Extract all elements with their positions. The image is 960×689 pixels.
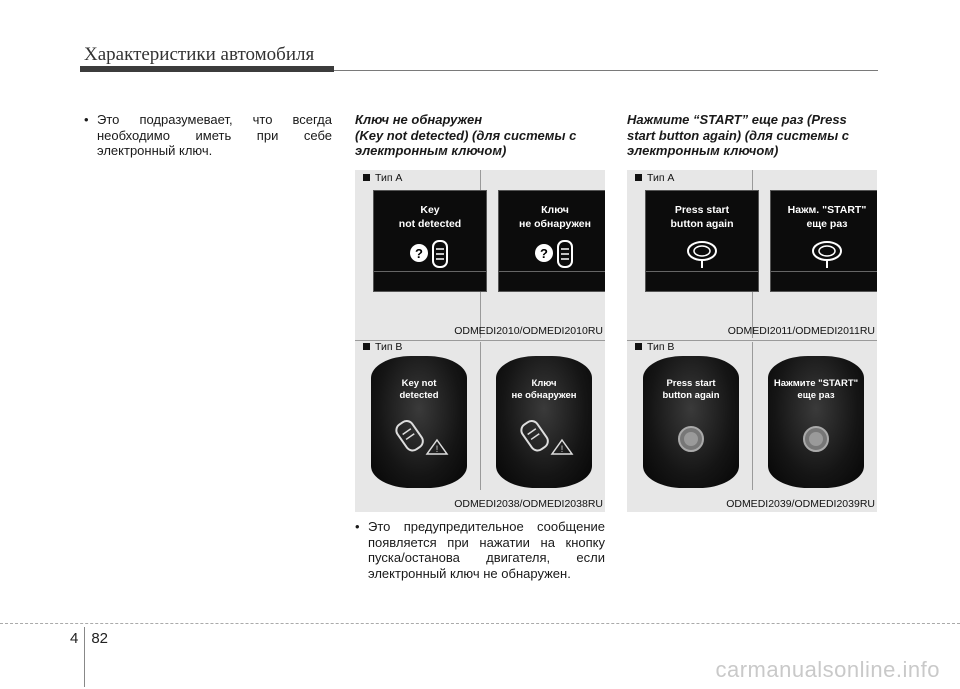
left-column	[84, 112, 332, 159]
svg-text:?: ?	[540, 246, 548, 261]
middle-column	[355, 112, 605, 159]
figure-code-bottom: ODMEDI2039/ODMEDI2039RU	[726, 498, 875, 510]
header-rule-thin	[334, 70, 878, 71]
key-warning-icon	[516, 416, 576, 456]
header-rule-thick	[80, 66, 334, 72]
chapter-number: 4	[70, 630, 79, 647]
left-bullet-text: • Это подразумевает, что всегда необходимо иметь при себе электронный ключ.	[84, 112, 332, 159]
middle-figure-panel	[355, 170, 605, 512]
type-b-label: Тип B	[635, 341, 674, 353]
start-button-icon	[809, 239, 845, 269]
type-b-label: Тип B	[363, 341, 402, 353]
header-title: Характеристики автомобиля	[84, 44, 315, 65]
svg-text:?: ?	[415, 246, 423, 261]
page-number	[70, 627, 108, 687]
middle-heading-line1: Ключ не обнаружен	[355, 112, 483, 127]
display-press-start-ru: Нажм. "START" еще раз	[770, 190, 877, 292]
svg-text:!: !	[435, 444, 439, 454]
middle-heading-line2: (Key not detected) (для системы с электронным ключом)	[355, 127, 577, 158]
type-a-label: Тип A	[363, 172, 402, 184]
right-heading: Нажмите “START” еще раз (Press start button again) (для системы с электронным ключом)	[627, 112, 850, 158]
type-a-label: Тип A	[635, 172, 674, 184]
right-column	[627, 112, 877, 159]
figure-code-bottom: ODMEDI2038/ODMEDI2038RU	[454, 498, 603, 510]
display-key-not-detected-ru-b: Ключ не обнаружен !	[496, 356, 592, 488]
figure-code-top: ODMEDI2010/ODMEDI2010RU	[454, 325, 603, 337]
display-press-start-ru-b: Нажмите "START" еще раз	[768, 356, 864, 488]
footer-dashed-rule	[0, 623, 960, 624]
key-warning-icon	[391, 416, 451, 456]
watermark: carmanualsonline.info	[715, 657, 940, 682]
middle-bullet-block	[355, 519, 605, 581]
start-button-icon	[684, 239, 720, 269]
page-number-value: 82	[91, 630, 109, 647]
display-press-start-en-b: Press start button again	[643, 356, 739, 488]
display-key-not-detected-ru: Ключ не обнаружен ?	[498, 190, 605, 292]
start-button-icon	[801, 424, 831, 454]
display-key-not-detected-en: Key not detected ?	[373, 190, 487, 292]
right-figure-panel	[627, 170, 877, 512]
display-key-not-detected-en-b: Key not detected !	[371, 356, 467, 488]
figure-code-top: ODMEDI2011/ODMEDI2011RU	[727, 325, 875, 337]
start-button-icon	[676, 424, 706, 454]
panel-divider	[480, 342, 481, 490]
middle-bullet-text: • Это предупредительное сообщение появляется при нажатии на кнопку пуска/останова двигателя, если электронный ключ не обнаружен.	[355, 519, 605, 581]
display-press-start-en: Press start button again	[645, 190, 759, 292]
key-question-icon	[533, 239, 581, 269]
panel-divider	[752, 342, 753, 490]
key-question-icon	[408, 239, 456, 269]
svg-text:!: !	[560, 444, 564, 454]
